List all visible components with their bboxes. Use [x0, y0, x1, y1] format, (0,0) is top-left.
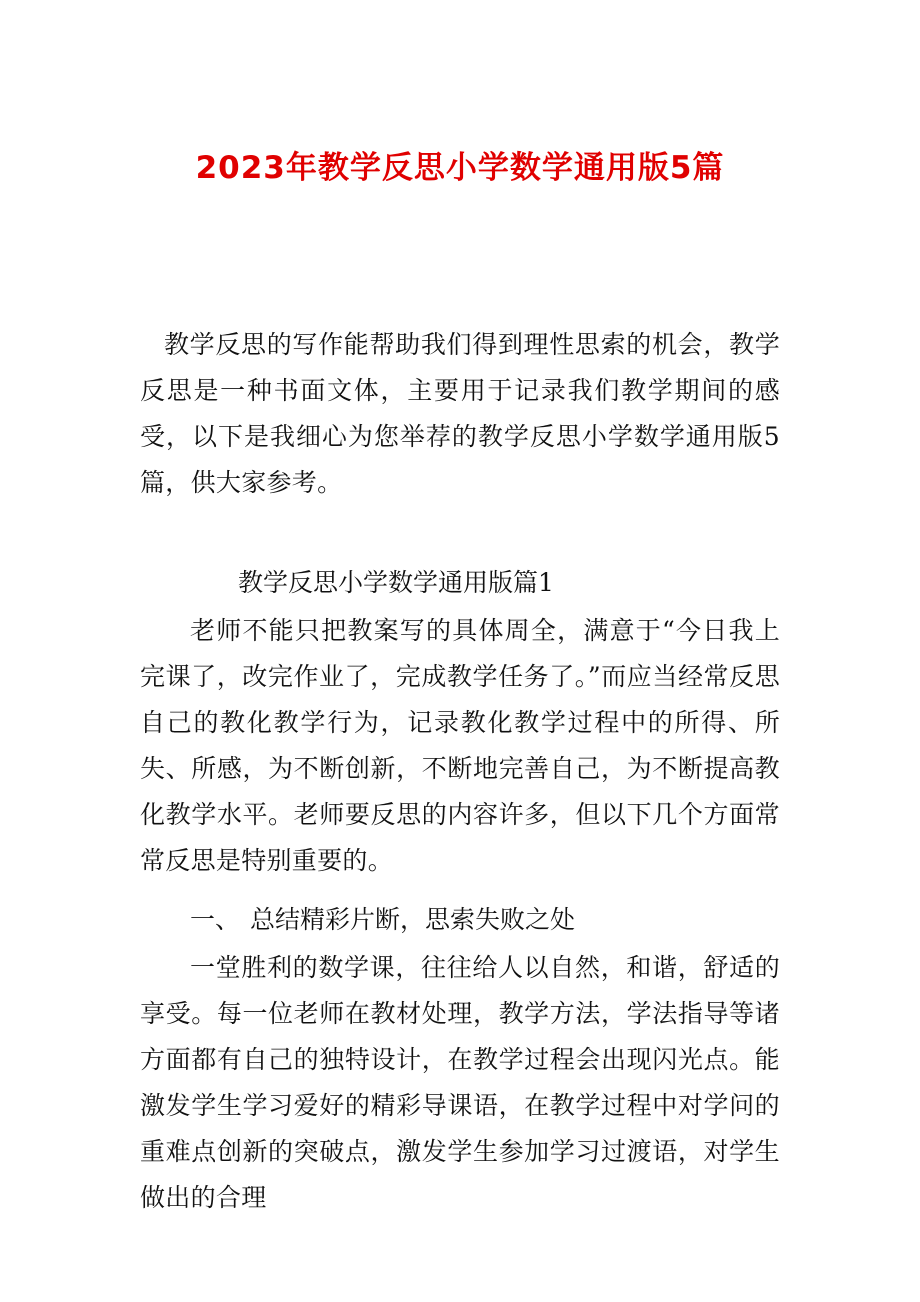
body-paragraph-1: 老师不能只把教案写的具体周全，满意于“今日我上完课了，改完作业了，完成教学任务了。”而应当经常反思自己的教化教学行为，记录教化教学过程中的所得、所失、所感，为不断创新，不断地完善自己，为不断提高教化教学水平。老师要反思的内容许多，但以下几个方面常常反思是特别重要的。: [140, 616, 780, 875]
section-heading: 教学反思小学数学通用版篇1: [238, 568, 554, 597]
body-paragraph-2: 一堂胜利的数学课，往往给人以自然，和谐，舒适的享受。每一位老师在教材处理，教学方法，学法指导等诸方面都有自己的独特设计，在教学过程会出现闪光点。能激发学生学习爱好的精彩导课语，在教学过程中对学问的重难点创新的突破点，激发学生参加学习过渡语，对学生做出的合理: [140, 953, 780, 1212]
numbered-point-1: [190, 897, 575, 943]
point-marker: 一、: [190, 905, 241, 934]
point-text: 总结精彩片断，思索失败之处: [250, 905, 576, 934]
intro-paragraph: 教学反思的写作能帮助我们得到理性思索的机会，教学反思是一种书面文体，主要用于记录我们教学期间的感受，以下是我细心为您举荐的教学反思小学数学通用版5篇，供大家参考。: [140, 330, 780, 497]
document-title: 2023年教学反思小学数学通用版5篇: [195, 150, 725, 186]
